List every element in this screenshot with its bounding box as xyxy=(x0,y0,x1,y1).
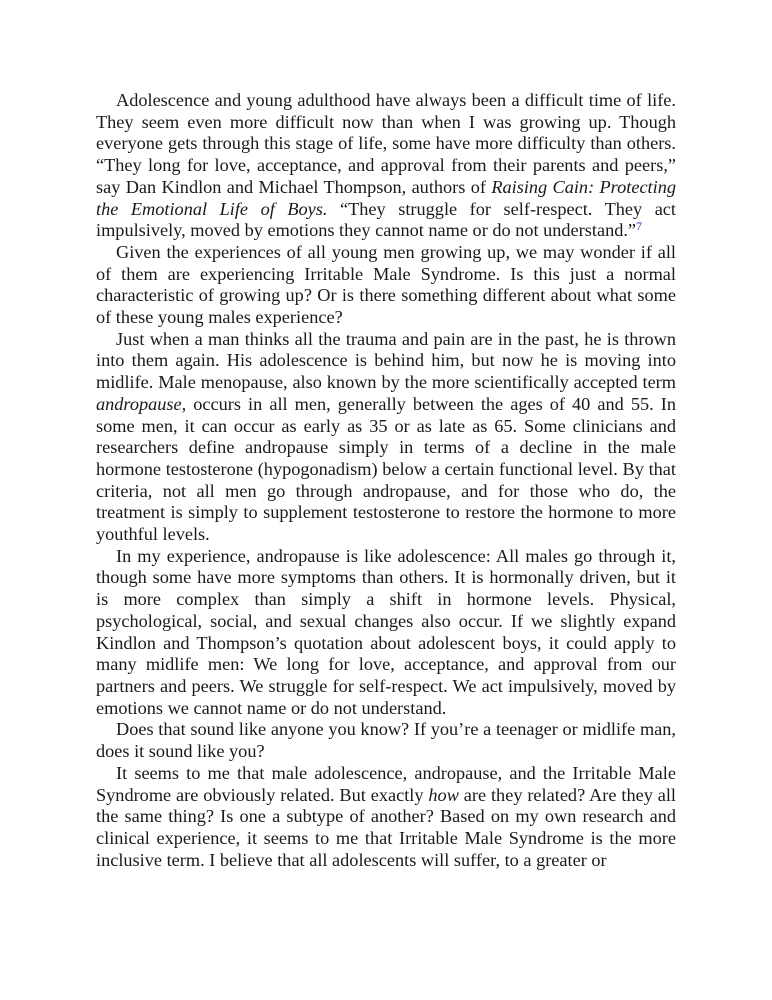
paragraph xyxy=(96,546,676,720)
paragraph-text: In my experience, andropause is like adolescence: All males go through it, though some have more symptoms than others. It is hormonally driven, but it is more complex than simply a shift in hormone levels. Physical, psychological, social, and sexual changes also occur. If we slightly expand Kindlon and Thompson’s quotation about adolescent boys, it could apply to many midlife men: We long for love, acceptance, and approval from our partners and peers. We struggle for self-respect. We act impulsively, moved by emotions we cannot name or do not understand. xyxy=(96,545,676,718)
paragraph-text: Adolescence and young adulthood have always been a difficult time of life. They seem even more difficult now than when I was growing up. Though everyone gets through this stage of life, some have more difficulty than others. “They long for love, acceptance, and approval from their parents and peers,” say Dan Kindlon and Michael Thompson, authors of xyxy=(96,90,676,197)
footnote-reference-link[interactable]: 7 xyxy=(636,219,643,234)
paragraph xyxy=(96,719,676,762)
term-italic: andropause, xyxy=(96,393,187,414)
book-page-body xyxy=(96,90,676,871)
paragraph xyxy=(96,329,676,546)
paragraph-text: Does that sound like anyone you know? If you’re a teenager or midlife man, does it sound like you? xyxy=(96,719,676,762)
book-title-italic: Raising Cain: Protecting the Emotional Life of Boys. xyxy=(96,176,676,219)
paragraph-text: occurs in all men, generally between the ages of 40 and 55. In some men, it can occur as early as 35 or as late as 65. Some clinicians and researchers define andropause simply in terms of a decline in the male hormone testosterone (hypogonadism) below a certain functional level. By that criteria, not all men go through andropause, and for those who do, the treatment is simply to supplement testosterone to restore the hormone to more youthful levels. xyxy=(96,393,676,545)
paragraph xyxy=(96,242,676,329)
paragraph-text: “They struggle for self-respect. They act impulsively, moved by emotions they cannot name or do not understand.” xyxy=(96,198,676,241)
paragraph xyxy=(96,90,676,242)
paragraph-text: are they related? Are they all the same thing? Is one a subtype of another? Based on my own research and clinical experience, it seems to me that Irritable Male Syndrome is the more inclusive term. I believe that all adolescents will suffer, to a greater or xyxy=(96,784,676,870)
emphasis-italic: how xyxy=(428,784,459,805)
paragraph xyxy=(96,763,676,872)
paragraph-text: Given the experiences of all young men growing up, we may wonder if all of them are experiencing Irritable Male Syndrome. Is this just a normal characteristic of growing up? Or is there something different about what some of these young males experience? xyxy=(96,241,676,328)
paragraph-text: It seems to me that male adolescence, andropause, and the Irritable Male Syndrome are obviously related. But exactly xyxy=(96,762,676,805)
paragraph-text: Just when a man thinks all the trauma and pain are in the past, he is thrown into them again. His adolescence is behind him, but now he is moving into midlife. Male menopause, also known by the more scientifically accepted term xyxy=(96,328,676,393)
